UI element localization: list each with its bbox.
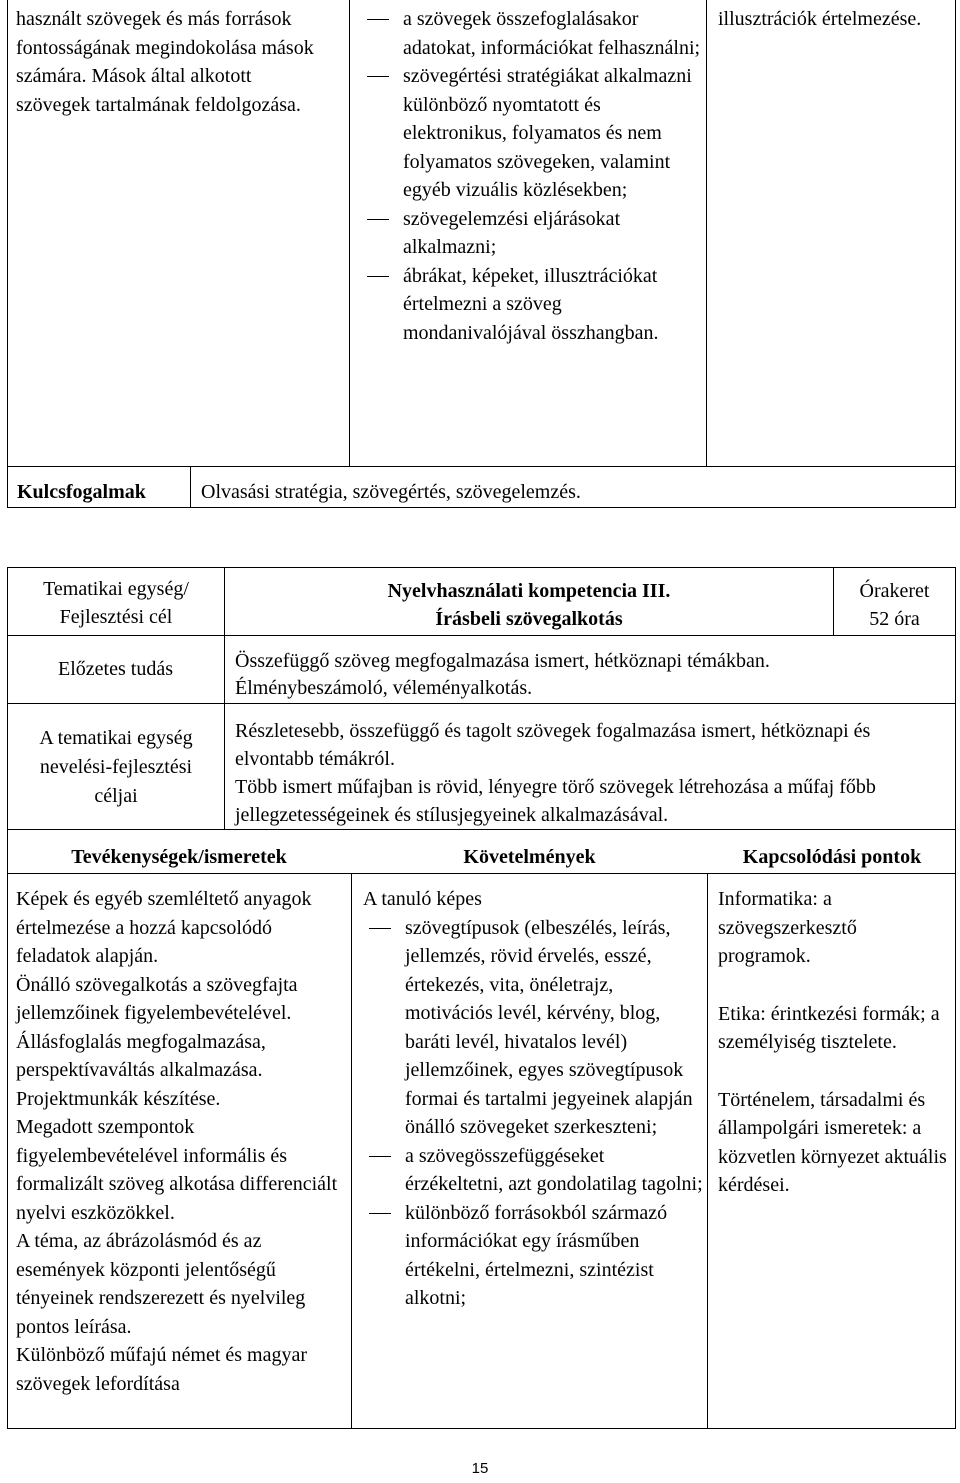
unit-table	[7, 567, 956, 1429]
list-item: szövegelemzési eljárásokat alkalmazni;	[361, 205, 701, 262]
page-number: 15	[471, 1460, 489, 1477]
kulcsfogalmak-value: Olvasási stratégia, szövegértés, szövegelemzés.	[201, 481, 581, 503]
requirements-column	[363, 885, 703, 1313]
activity-item: Önálló szövegalkotás a szövegfajta jellemzőinek figyelembevételével.	[16, 973, 298, 1024]
connection-item: Etika: érintkezési formák; a személyiség tisztelete.	[718, 1002, 940, 1053]
top-table	[7, 0, 956, 508]
unit-title-line1: Nyelvhasználati kompetencia III.	[387, 580, 671, 602]
activity-item: Megadott szempontok figyelembevételével informális és formalizált szöveg alkotása differenciált nyelvi eszközökkel.	[16, 1116, 338, 1224]
header-requirements: Követelmények	[463, 846, 596, 868]
list-item: különböző forrásokból származó információkat egy írásműben értékelni, értelmezni, szintézist alkotni;	[363, 1199, 703, 1313]
goals-text-2: Több ismert műfajban is rövid, lényegre törő szövegek létrehozása a műfaj főbb jellegzetességeinek és stílusjegyeinek alkalmazásával.	[235, 776, 876, 826]
unit-title-line2: Írásbeli szövegalkotás	[435, 608, 623, 630]
hours-value: 52 óra	[869, 608, 920, 630]
list-item: a szövegösszefüggéseket érzékeltetni, azt gondolatilag tagolni;	[363, 1142, 703, 1199]
activity-item: A téma, az ábrázolásmód és az események központi jelentőségű tényeinek rendszerezett és nyelvileg pontos leírása.	[16, 1230, 306, 1338]
top-col3-text: illusztrációk értelmezése.	[718, 8, 922, 30]
prior-knowledge-label: Előzetes tudás	[58, 658, 173, 680]
goals-label: A tematikai egység nevelési-fejlesztési céljai	[39, 727, 193, 807]
activity-item: Projektmunkák készítése.	[16, 1087, 221, 1110]
activity-item: Különböző műfajú német és magyar szövegek lefordítása	[16, 1344, 308, 1395]
header-activities: Tevékenységek/ismeretek	[71, 846, 287, 868]
unit-label: Tematikai egység/ Fejlesztési cél	[43, 578, 189, 628]
goals-text-1: Részletesebb, összefüggő és tagolt szövegek fogalmazása ismert, hétköznapi és elvontabb témákról.	[235, 720, 871, 770]
list-item: szövegértési stratégiákat alkalmazni különböző nyomtatott és elektronikus, folyamatos és nem folyamatos szövegeken, valamint egyéb vizuális közlésekben;	[361, 62, 701, 205]
prior-knowledge-text: Összefüggő szöveg megfogalmazása ismert, hétköznapi témákban. Élménybeszámoló, véleményalkotás.	[235, 650, 770, 699]
activity-item: Állásfoglalás megfogalmazása, perspektívaváltás alkalmazása.	[16, 1030, 266, 1081]
hours-label: Órakeret	[859, 580, 930, 602]
top-col2-list	[361, 5, 701, 347]
list-item: ábrákat, képeket, illusztrációkat értelmezni a szöveg mondanivalójával összhangban.	[361, 262, 701, 348]
connection-item: Informatika: a szövegszerkesztő programok.	[718, 888, 857, 967]
connections-column	[718, 885, 950, 1200]
list-item: a szövegek összefoglalásakor adatokat, információkat felhasználni;	[361, 5, 701, 62]
connection-item: Történelem, társadalmi és állampolgári ismeretek: a közvetlen környezet aktuális kérdései.	[718, 1088, 947, 1196]
header-connections: Kapcsolódási pontok	[742, 846, 922, 868]
list-item: szövegtípusok (elbeszélés, leírás, jellemzés, rövid érvelés, esszé, értekezés, vita, önéletrajz, motivációs levél, kérvény, blog, baráti levél, hivatalos levél) jellemzőinek, egyes szövegtípusok formai és tartalmi jegyeinek alapján önálló szövegeket szerkeszteni;	[363, 914, 703, 1142]
activity-item: Képek és egyéb szemléltető anyagok értelmezése a hozzá kapcsolódó feladatok alapján.	[16, 888, 312, 967]
requirements-intro: A tanuló képes	[363, 888, 482, 910]
activities-column	[16, 885, 348, 1398]
kulcsfogalmak-label: Kulcsfogalmak	[17, 481, 146, 503]
top-col1-text: használt szövegek és más források fontosságának megindokolása mások számára. Mások által alkotott szövegek tartalmának feldolgozása.	[16, 8, 314, 116]
